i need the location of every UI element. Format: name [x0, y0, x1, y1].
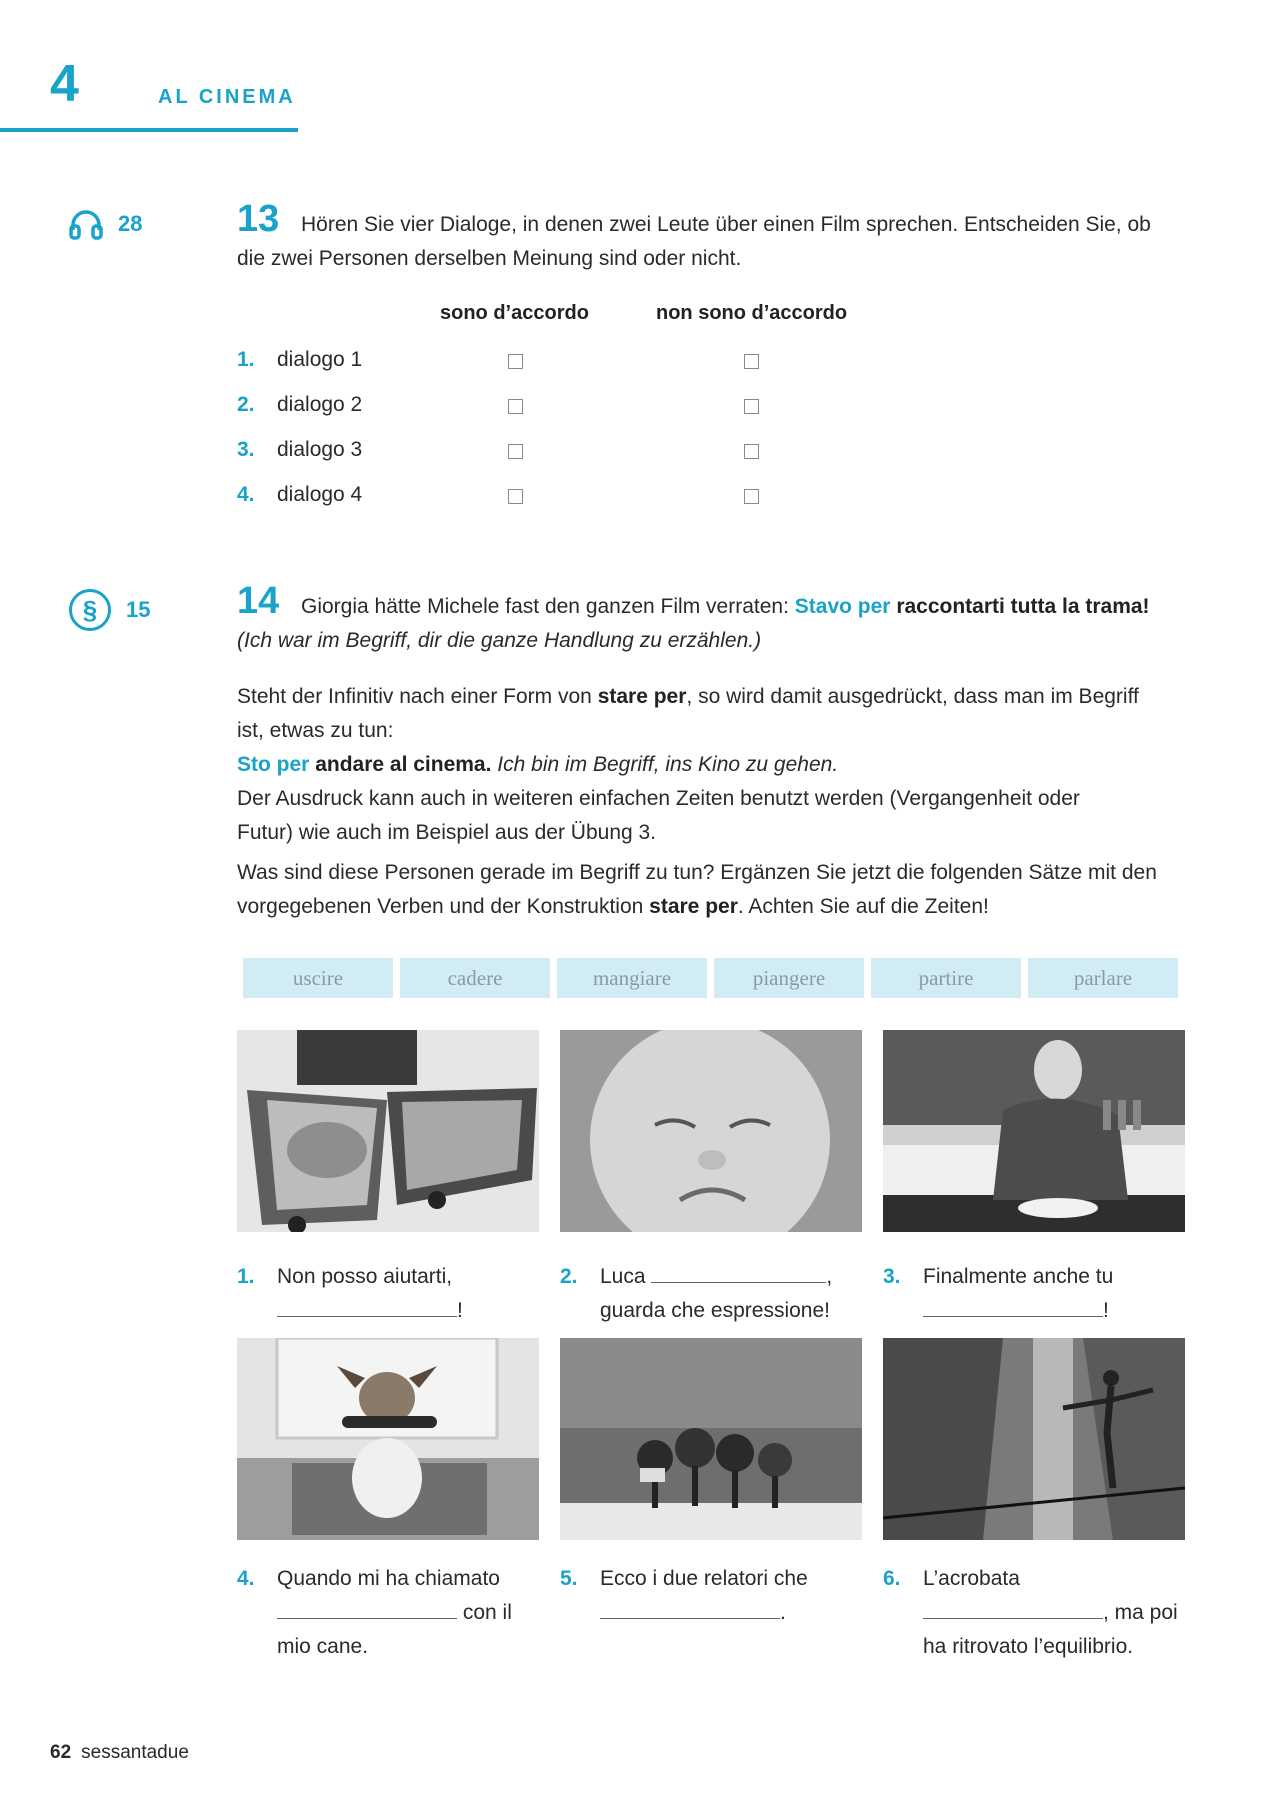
sentence-item: [883, 1562, 1183, 1664]
photo-woman-eating: [883, 1030, 1185, 1232]
agree-checkbox[interactable]: [508, 489, 523, 504]
task-instruction: [237, 856, 1197, 924]
translation: (Ich war im Begriff, dir die ganze Handlung zu erzählen.): [237, 629, 762, 652]
task-line-2a: vorgegebenen Verben und der Konstruktion: [237, 895, 644, 918]
page-footer: [50, 1742, 189, 1764]
item-text-continued: ha ritrovato l’equilibrio.: [923, 1635, 1134, 1658]
answer-blank[interactable]: [923, 1295, 1103, 1317]
example-sto-per: Sto per: [237, 753, 310, 776]
agree-checkbox[interactable]: [508, 444, 523, 459]
task-line-1: Was sind diese Personen gerade im Begriff zu tun? Ergänzen Sie jetzt die folgenden Sätze mit den: [237, 861, 1157, 884]
item-text: L’acrobata: [923, 1567, 1020, 1590]
usage-line-1: Der Ausdruck kann auch in weiteren einfachen Zeiten benutzt werden (Vergangenheit oder: [237, 787, 1080, 810]
sentence-item: [883, 1260, 1183, 1328]
sentence-item: [237, 1562, 537, 1664]
dialogue-row: [237, 348, 857, 378]
photo-acrobat-slackline: [883, 1338, 1185, 1540]
row-label: dialogo 3: [277, 438, 363, 461]
column-header-disagree: non sono d’accordo: [656, 302, 848, 324]
item-number: 1.: [237, 1265, 255, 1288]
item-text-continued: guarda che espressione!: [600, 1299, 830, 1322]
chapter-number: 4: [50, 55, 79, 113]
page-number: 62: [50, 1742, 72, 1763]
svg-text:§: §: [82, 595, 98, 625]
exercise-number-14: 14: [237, 580, 280, 622]
rule-bold: stare per: [597, 685, 687, 708]
answer-blank[interactable]: [651, 1261, 826, 1283]
rule-part-2: , so wird damit ausgedrückt, dass man im Begriff: [686, 685, 1139, 708]
agree-checkbox[interactable]: [508, 399, 523, 414]
item-number: 6.: [883, 1567, 901, 1590]
answer-blank[interactable]: [923, 1597, 1103, 1619]
answer-blank[interactable]: [277, 1295, 457, 1317]
audio-track-number: 28: [118, 211, 143, 236]
rule-part-1: Steht der Infinitiv nach einer Form von: [237, 685, 592, 708]
exercise-number-13: 13: [237, 198, 280, 240]
item-number: 3.: [883, 1265, 901, 1288]
example-accent: Stavo per: [794, 595, 891, 618]
audio-marker: [68, 208, 142, 240]
intro-text: Giorgia hätte Michele fast den ganzen Film verraten:: [301, 595, 789, 618]
item-number: 4.: [237, 1567, 255, 1590]
sentence-item: [560, 1562, 860, 1630]
paragraph-section-icon: [68, 588, 112, 632]
item-text: Non posso aiutarti,: [277, 1265, 453, 1288]
task-line-2b: . Achten Sie auf die Zeiten!: [737, 895, 989, 918]
exercise-13-instruction: [237, 208, 1187, 276]
task-line-2-bold: stare per: [649, 895, 738, 918]
word-bank: [243, 958, 1178, 998]
sentence-item: [237, 1260, 537, 1328]
item-text: Finalmente anche tu: [923, 1265, 1114, 1288]
chapter-title: AL CINEMA: [158, 86, 296, 108]
disagree-checkbox[interactable]: [744, 354, 759, 369]
instruction-line-1: Hören Sie vier Dialoge, in denen zwei Leute über einen Film sprechen. Entscheiden Sie, ob: [301, 213, 1151, 236]
photo-dog-with-leash: [237, 1338, 539, 1540]
item-number: 5.: [560, 1567, 578, 1590]
word-chip: mangiare: [557, 958, 707, 998]
item-text-after: con il: [462, 1601, 512, 1624]
word-chip: uscire: [243, 958, 393, 998]
page-number-word: sessantadue: [81, 1742, 189, 1763]
item-text: Quando mi ha chiamato: [277, 1567, 500, 1590]
grammar-ref-number: 15: [126, 597, 151, 622]
word-chip: cadere: [400, 958, 550, 998]
example-infinitive: andare al cinema.: [315, 753, 492, 776]
item-number: 2.: [560, 1265, 578, 1288]
sentence-item: [560, 1260, 860, 1328]
disagree-checkbox[interactable]: [744, 489, 759, 504]
answer-blank[interactable]: [277, 1597, 457, 1619]
row-number: 1.: [237, 348, 255, 371]
row-number: 3.: [237, 438, 255, 461]
instruction-line-2: die zwei Personen derselben Meinung sind oder nicht.: [237, 247, 742, 270]
answer-blank[interactable]: [600, 1597, 780, 1619]
agree-checkbox[interactable]: [508, 354, 523, 369]
item-text: Luca: [600, 1265, 646, 1288]
example-translation: Ich bin im Begriff, ins Kino zu gehen.: [497, 753, 839, 776]
example-bold: raccontarti tutta la trama!: [896, 595, 1150, 618]
row-label: dialogo 1: [277, 348, 363, 371]
photo-crying-baby: [560, 1030, 862, 1232]
word-chip: parlare: [1028, 958, 1178, 998]
disagree-checkbox[interactable]: [744, 444, 759, 459]
exercise-14-intro: [237, 590, 1187, 658]
item-text-after: , ma poi: [1103, 1601, 1178, 1624]
item-text: Ecco i due relatori che: [600, 1567, 808, 1590]
item-text-after: ,: [826, 1265, 833, 1288]
item-text-after: .: [780, 1601, 786, 1624]
dialogue-row: [237, 483, 857, 513]
grammar-explanation: [237, 680, 1197, 850]
usage-line-2: Futur) wie auch im Beispiel aus der Übung 3.: [237, 821, 657, 844]
grammar-marker: [68, 588, 150, 632]
dialogue-row: [237, 438, 857, 468]
disagree-checkbox[interactable]: [744, 399, 759, 414]
photo-press-conference: [560, 1338, 862, 1540]
item-text-after: !: [1103, 1299, 1109, 1322]
headphones-icon: [68, 208, 104, 240]
row-number: 4.: [237, 483, 255, 506]
row-label: dialogo 2: [277, 393, 363, 416]
row-label: dialogo 4: [277, 483, 363, 506]
row-number: 2.: [237, 393, 255, 416]
word-chip: piangere: [714, 958, 864, 998]
rule-line-2: ist, etwas zu tun:: [237, 719, 394, 742]
column-header-agree: sono d’accordo: [440, 302, 589, 324]
chapter-rule: [0, 128, 298, 132]
dialogue-row: [237, 393, 857, 423]
word-chip: partire: [871, 958, 1021, 998]
item-text-after: !: [457, 1299, 463, 1322]
item-text-continued: mio cane.: [277, 1635, 369, 1658]
photo-packing-suitcase: [237, 1030, 539, 1232]
